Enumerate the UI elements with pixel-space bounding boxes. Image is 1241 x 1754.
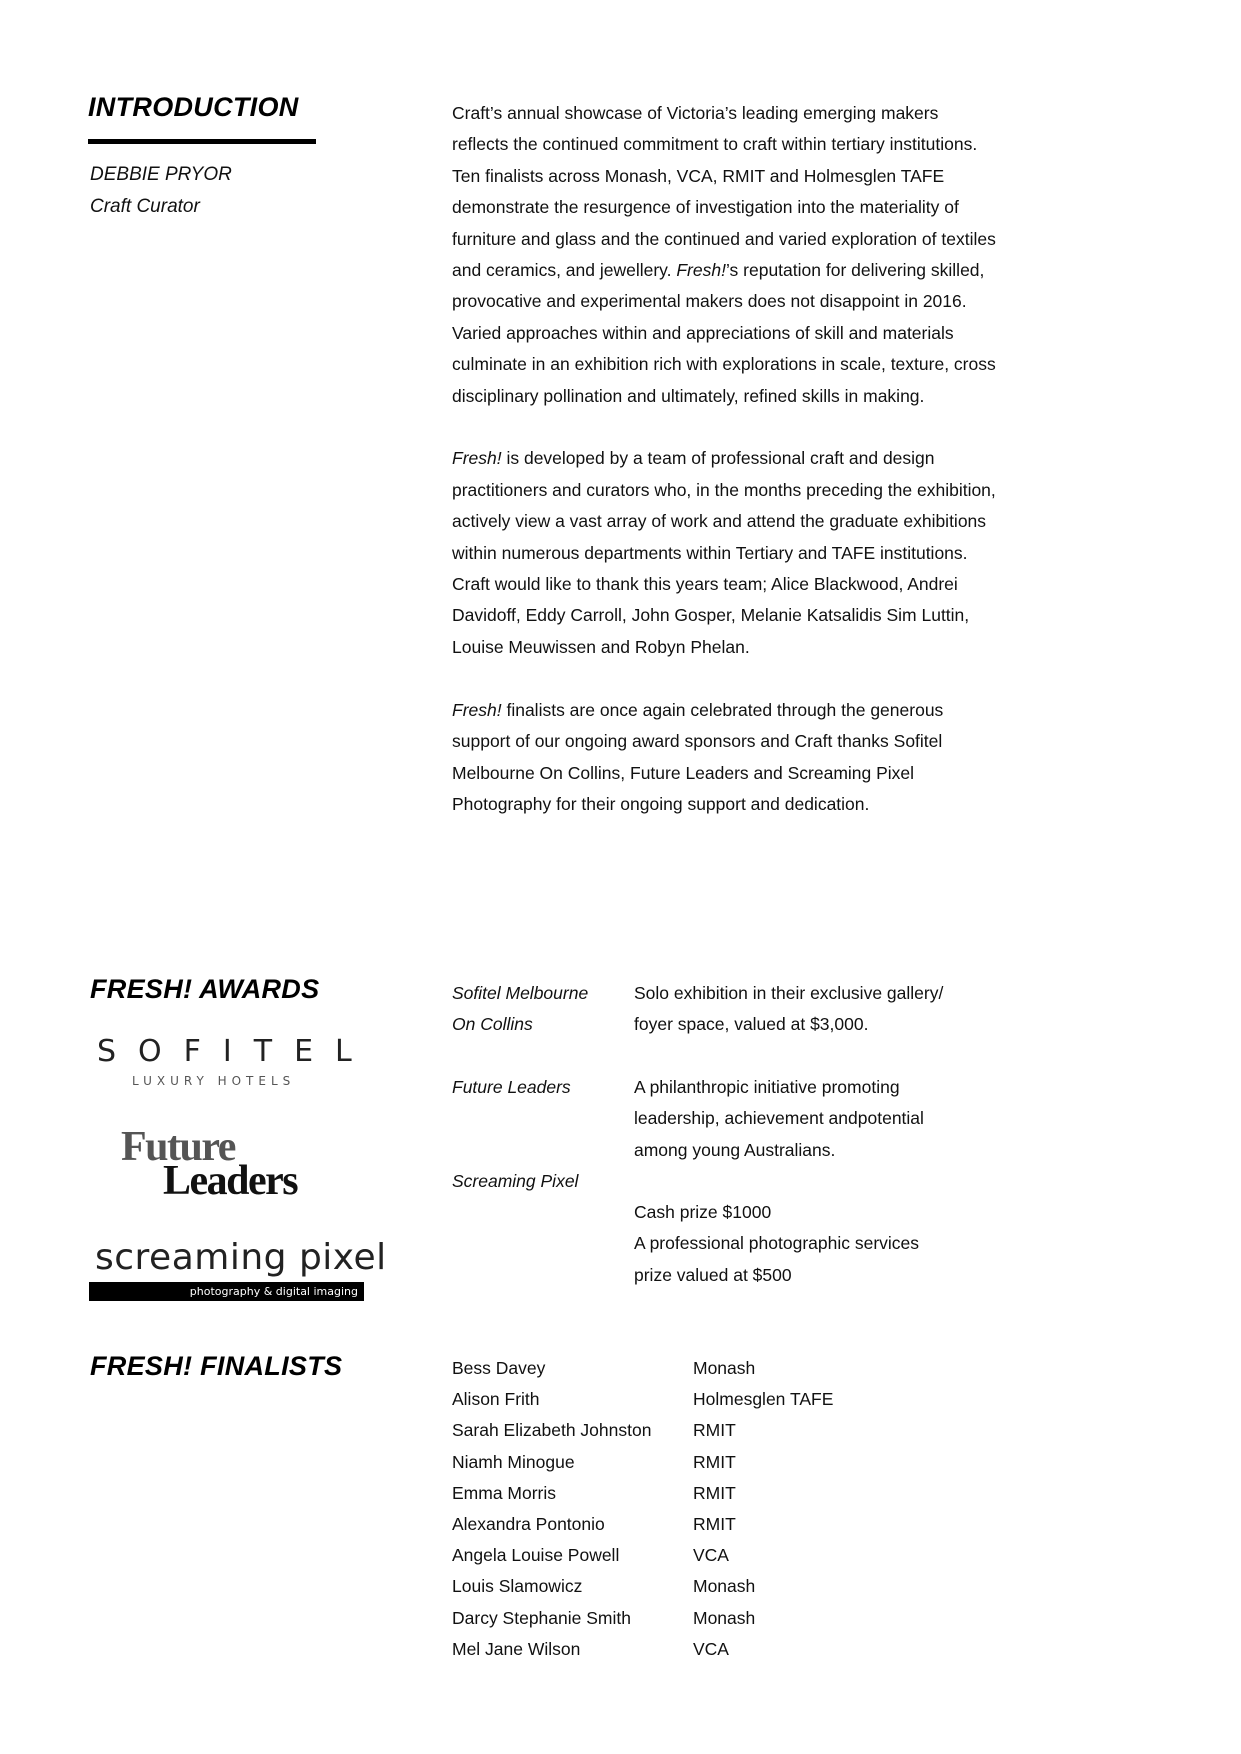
award-desc-line: leadership, achievement andpotential: [634, 1108, 924, 1129]
paragraph-text: is developed by a team of professional craft and design practitioners and curators who, in the months preceding the exhibition, actively view a vast array of work and attend the graduate exhibitions within numerous departments within Tertiary and TAFE institutions. Craft would like to thank this years team; Alice Blackwood, Andrei Davidoff, Eddy Carroll, John Gosper, Melanie Katsalidis Sim Luttin, Louise Meuwissen and Robyn Phelan.: [452, 448, 996, 657]
finalist-name: Louis Slamowicz: [452, 1576, 583, 1597]
fresh-title-italic: Fresh!: [452, 448, 502, 469]
award-name-line: Future Leaders: [452, 1077, 571, 1097]
finalist-institution: Monash: [693, 1358, 756, 1378]
finalist-institution: Monash: [693, 1607, 756, 1628]
author-name: DEBBIE PRYOR: [90, 164, 232, 185]
future-leaders-logo-line1: Future: [121, 1124, 235, 1170]
finalist-row: [452, 1509, 972, 1540]
paragraph-text: Craft’s annual showcase of Victoria’s leading emerging makers reflects the continued commitment to craft within tertiary institutions. Ten finalists across Monash, VCA, RMIT and Holmesglen TAFE demonstrate the resurgence of investigation into the materiality of furniture and glass and the continued and varied exploration of textiles and ceramics, and jewellery.: [452, 103, 996, 281]
finalist-row: [452, 1447, 972, 1478]
paragraph-text: finalists are once again celebrated through the generous support of our ongoing award sponsors and Craft thanks Sofitel Melbourne On Collins, Future Leaders and Screaming Pixel Photography for their ongoing support and dedication.: [452, 699, 944, 814]
sofitel-logo-tagline: LUXURY HOTELS: [132, 1074, 296, 1088]
finalist-row: [452, 1353, 972, 1384]
intro-paragraph-2: [452, 443, 997, 663]
finalist-name: Sarah Elizabeth Johnston: [452, 1420, 652, 1441]
award-desc-future-leaders: [634, 1072, 924, 1166]
award-desc-line: prize valued at $500: [634, 1264, 792, 1285]
finalist-institution: RMIT: [693, 1420, 736, 1441]
introduction-body: [452, 98, 997, 820]
intro-paragraph-1: [452, 98, 997, 412]
future-leaders-logo: [121, 1124, 341, 1212]
award-name-screaming-pixel: [452, 1166, 578, 1197]
finalists-heading: FRESH! FINALISTS: [90, 1351, 343, 1381]
finalist-institution: RMIT: [693, 1514, 736, 1534]
award-name-line: On Collins: [452, 1014, 533, 1035]
finalist-row: [452, 1634, 972, 1665]
paragraph-text: ’s reputation for delivering skilled, provocative and experimental makers does not disappoint in 2016. Varied approaches within and appreciations of skill and materials culminate in an exhibition rich with explorations in scale, texture, cross disciplinary pollination and ultimately, refined skills in making.: [452, 260, 996, 406]
finalist-name: Darcy Stephanie Smith: [452, 1607, 631, 1628]
finalist-row: [452, 1415, 972, 1446]
award-desc-line: foyer space, valued at $3,000.: [634, 1014, 869, 1035]
finalist-name: Mel Jane Wilson: [452, 1638, 581, 1659]
finalist-name: Emma Morris: [452, 1482, 557, 1503]
finalist-name: Alison Frith: [452, 1389, 540, 1410]
screaming-pixel-logo-wordmark: screaming pixel: [95, 1237, 387, 1278]
future-leaders-logo-line2: Leaders: [163, 1158, 298, 1204]
award-desc-line: among young Australians.: [634, 1139, 836, 1160]
award-name-future-leaders: [452, 1072, 571, 1103]
finalist-institution: Holmesglen TAFE: [693, 1389, 834, 1410]
author-title: Craft Curator: [90, 196, 200, 217]
finalist-institution: RMIT: [693, 1451, 736, 1472]
awards-heading: FRESH! AWARDS: [90, 974, 320, 1004]
finalist-name: Alexandra Pontonio: [452, 1514, 605, 1534]
finalist-institution: VCA: [693, 1545, 729, 1566]
screaming-pixel-logo-tagline: photography & digital imaging: [89, 1282, 364, 1301]
finalist-institution: RMIT: [693, 1482, 736, 1503]
award-name-sofitel: [452, 978, 588, 1041]
award-desc-screaming-pixel: [634, 1197, 919, 1291]
award-desc-line: A professional photographic services: [634, 1233, 920, 1254]
finalist-row: [452, 1540, 972, 1571]
finalist-row: [452, 1478, 972, 1509]
heading-rule: [88, 139, 316, 144]
finalist-name: Angela Louise Powell: [452, 1545, 620, 1566]
finalist-name: Bess Davey: [452, 1358, 546, 1378]
award-desc-line: A philanthropic initiative promoting: [634, 1077, 900, 1097]
finalist-row: [452, 1603, 972, 1634]
fresh-title-italic: Fresh!: [676, 260, 726, 281]
award-name-line: Sofitel Melbourne: [452, 983, 589, 1003]
finalist-institution: VCA: [693, 1638, 729, 1659]
finalist-row: [452, 1384, 972, 1415]
finalist-name: Niamh Minogue: [452, 1451, 575, 1472]
finalist-institution: Monash: [693, 1576, 756, 1597]
intro-paragraph-3: [452, 695, 997, 821]
sofitel-logo-wordmark: SOFITEL: [97, 1034, 374, 1069]
award-desc-line: Solo exhibition in their exclusive gallery/: [634, 983, 944, 1003]
fresh-title-italic: Fresh!: [452, 699, 502, 720]
award-desc-line: Cash prize $1000: [634, 1202, 772, 1222]
screaming-pixel-logo: [89, 1237, 387, 1301]
sofitel-logo: [97, 1034, 377, 1088]
introduction-heading: INTRODUCTION: [88, 92, 299, 122]
finalist-row: [452, 1571, 972, 1602]
award-desc-sofitel: [634, 978, 943, 1041]
award-name-line: Screaming Pixel: [452, 1171, 579, 1191]
